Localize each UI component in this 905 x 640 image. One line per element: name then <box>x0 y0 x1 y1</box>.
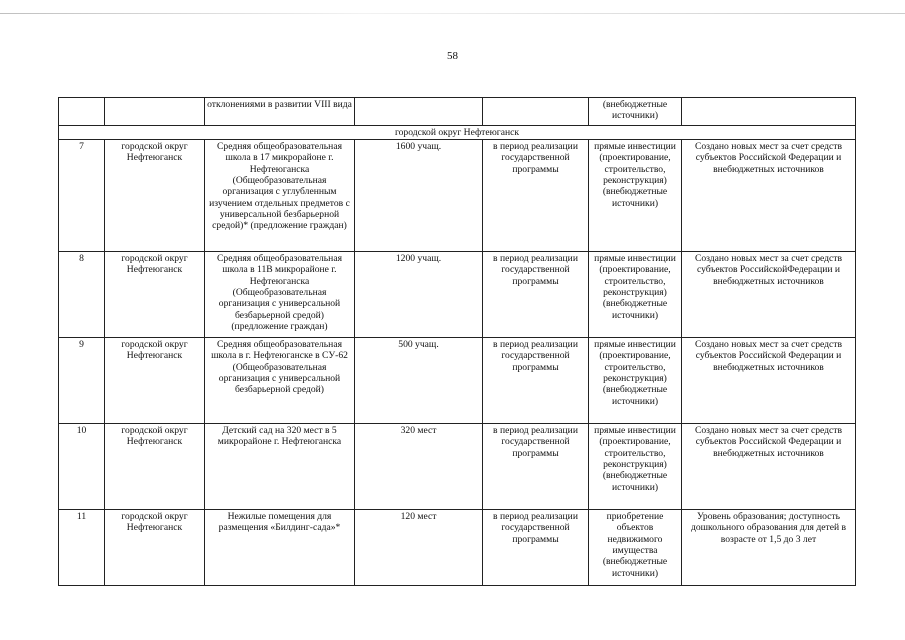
cell-no <box>59 98 105 126</box>
investment-table <box>58 97 856 586</box>
cell-municipality: городской округ Нефтеюганск <box>105 252 205 338</box>
cell-object: Средняя общеобразовательная школа в 17 микрорайоне г. Нефтеюганска (Общеобразовательная организация с углубленным изучением отдельных предметов с универсальной безбарьерной средой)* (предложение граждан) <box>205 140 355 252</box>
cell-source: (внебюджетные источники) <box>589 98 682 126</box>
cell-object: Средняя общеобразовательная школа в г. Нефтеюганске в СУ-62 (Общеобразовательная организация с универсальной безбарьерной средой) <box>205 338 355 424</box>
table-row <box>59 252 856 338</box>
cell-object: отклонениями в развитии VIII вида <box>205 98 355 126</box>
cell-source: прямые инвестиции (проектирование, строительство, реконструкция) (внебюджетные источники) <box>589 252 682 338</box>
cell-result: Создано новых мест за счет средств субъектов Российской Федерации и внебюджетных источников <box>682 140 856 252</box>
cell-municipality: городской округ Нефтеюганск <box>105 510 205 586</box>
cell-period <box>483 98 589 126</box>
cell-object: Нежилые помещения для размещения «Билдинг-сада»* <box>205 510 355 586</box>
cell-object: Средняя общеобразовательная школа в 11В микрорайоне г. Нефтеюганска (Общеобразовательная организация с универсальной безбарьерной средой) (предложение граждан) <box>205 252 355 338</box>
cell-period: в период реализации государственной программы <box>483 338 589 424</box>
cell-source: приобретение объектов недвижимого имущества (внебюджетные источники) <box>589 510 682 586</box>
page-number: 58 <box>447 50 458 62</box>
table-row <box>59 510 856 586</box>
cell-capacity: 500 учащ. <box>355 338 483 424</box>
cell-result <box>682 98 856 126</box>
cell-capacity <box>355 98 483 126</box>
scan-edge-line <box>0 13 905 14</box>
cell-source: прямые инвестиции (проектирование, строительство, реконструкция) (внебюджетные источники) <box>589 424 682 510</box>
cell-municipality <box>105 98 205 126</box>
cell-municipality: городской округ Нефтеюганск <box>105 338 205 424</box>
cell-municipality: городской округ Нефтеюганск <box>105 140 205 252</box>
cell-no: 10 <box>59 424 105 510</box>
cell-no: 9 <box>59 338 105 424</box>
cell-source: прямые инвестиции (проектирование, строительство, реконструкция) (внебюджетные источники) <box>589 140 682 252</box>
cell-period: в период реализации государственной программы <box>483 510 589 586</box>
section-header-row <box>59 126 856 140</box>
cell-capacity: 120 мест <box>355 510 483 586</box>
table-row <box>59 140 856 252</box>
cell-object: Детский сад на 320 мест в 5 микрорайоне г. Нефтеюганска <box>205 424 355 510</box>
cell-result: Создано новых мест за счет средств субъектов Российской Федерации и внебюджетных источников <box>682 424 856 510</box>
cell-period: в период реализации государственной программы <box>483 140 589 252</box>
cell-result: Уровень образования; доступность дошкольного образования для детей в возрасте от 1,5 до 3 лет <box>682 510 856 586</box>
section-header: городской округ Нефтеюганск <box>59 126 856 140</box>
cell-no: 7 <box>59 140 105 252</box>
cell-period: в период реализации государственной программы <box>483 424 589 510</box>
cell-capacity: 1600 учащ. <box>355 140 483 252</box>
continuation-row <box>59 98 856 126</box>
cell-municipality: городской округ Нефтеюганск <box>105 424 205 510</box>
table-row <box>59 338 856 424</box>
cell-result: Создано новых мест за счет средств субъектов РоссийскойФедерации и внебюджетных источников <box>682 252 856 338</box>
cell-no: 11 <box>59 510 105 586</box>
cell-result: Создано новых мест за счет средств субъектов Российской Федерации и внебюджетных источников <box>682 338 856 424</box>
cell-no: 8 <box>59 252 105 338</box>
cell-capacity: 320 мест <box>355 424 483 510</box>
cell-capacity: 1200 учащ. <box>355 252 483 338</box>
cell-period: в период реализации государственной программы <box>483 252 589 338</box>
table-row <box>59 424 856 510</box>
cell-source: прямые инвестиции (проектирование, строительство, реконструкция) (внебюджетные источники) <box>589 338 682 424</box>
